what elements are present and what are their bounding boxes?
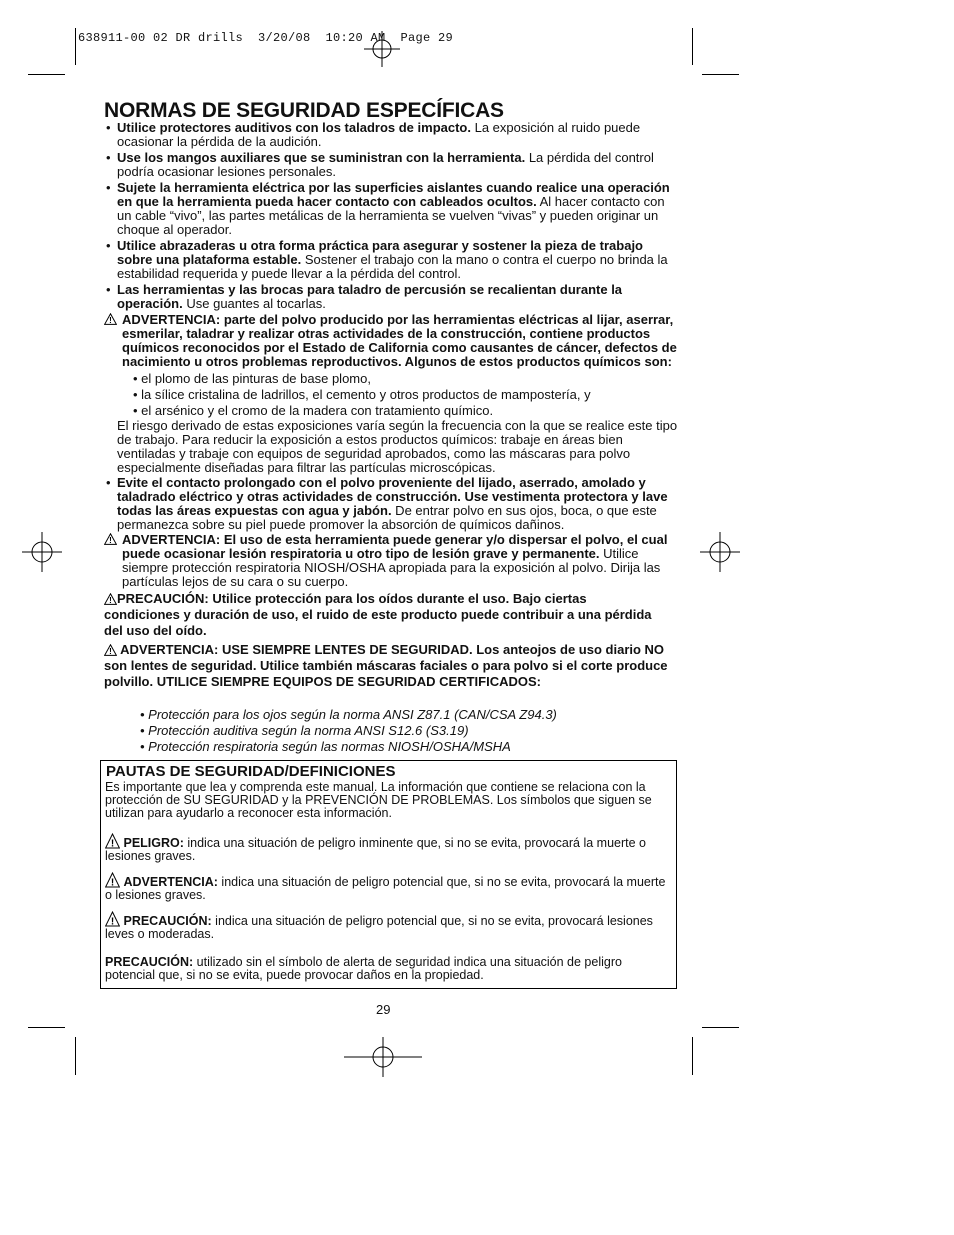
list-item: • Utilice abrazaderas u otra forma práctica para asegurar y sostener la pieza de trabajo sobre una plataforma estable. Sostener el trabajo con la mano o contra el cuerpo no brinda la estabilidad requerida y puede llevar a la pérdida del control.	[106, 238, 668, 281]
warning-triangle-icon	[105, 911, 120, 927]
list-item: • el plomo de las pinturas de base plomo,	[133, 371, 371, 386]
chemicals-list	[104, 372, 678, 418]
crop-mark	[75, 1037, 76, 1075]
list-item: • Utilice protectores auditivos con los taladros de impacto. La exposición al ruido puede ocasionar la pérdida de la audición.	[106, 120, 641, 149]
warning-triangle-icon	[104, 644, 117, 656]
svg-text:!: !	[110, 838, 115, 849]
warning-triangle-icon	[104, 593, 117, 605]
standards-list	[104, 707, 664, 755]
svg-text:!: !	[109, 647, 112, 656]
registration-mark-icon	[344, 1037, 422, 1077]
registration-mark-icon	[700, 532, 740, 572]
definitions-heading: PAUTAS DE SEGURIDAD/DEFINICIONES	[106, 763, 396, 780]
svg-text:!: !	[110, 877, 115, 888]
crop-mark	[75, 28, 76, 65]
list-item: • Use los mangos auxiliares que se suministran con la herramienta. La pérdida del control podría ocasionar lesiones personales.	[106, 150, 654, 179]
page-title: NORMAS DE SEGURIDAD ESPECÍFICAS	[104, 99, 504, 122]
definition-warning: ! ADVERTENCIA: indica una situación de peligro potencial que, si no se evita, provocará la muerte o lesiones graves.	[105, 872, 675, 902]
svg-text:!: !	[110, 916, 115, 927]
list-item: • Las herramientas y las brocas para taladro de percusión se recalientan durante la operación. Use guantes al tocarlas.	[106, 282, 623, 311]
definition-property-caution: PRECAUCIÓN: utilizado sin el símbolo de alerta de seguridad indica una situación de peligro potencial que, si no se evita, puede provocar daños en la propiedad.	[105, 955, 622, 982]
registration-mark-icon	[22, 532, 62, 572]
print-slug: 638911-00 02 DR drills 3/20/08 10:20 AM Page 29	[78, 31, 454, 45]
crop-mark	[28, 1027, 65, 1028]
page-number: 29	[376, 1002, 391, 1017]
definitions-intro: Es importante que lea y comprenda este manual. La información que contiene se relaciona con la protección de SU SEGURIDAD y la PREVENCIÓN DE PROBLEMAS. Los símbolos que siguen se utilizan para ayudarlo a reconocer esta información.	[105, 780, 652, 820]
list-item: • Sujete la herramienta eléctrica por las superficies aislantes cuando realice una operación en que la herramienta pueda hacer contacto con cableados ocultos. Al hacer contacto con un cable “vivo”, las partes metálicas de la herramienta se vuelven “vivas” y pueden originar un choque al operador.	[106, 180, 670, 237]
svg-text:!: !	[109, 536, 112, 545]
crop-mark	[692, 1037, 693, 1075]
warning-dust: ! ADVERTENCIA: El uso de esta herramienta puede generar y/o dispersar el polvo, el cual puede ocasionar lesión respiratoria u otro tipo de lesión grave y permanente. Utilice siempre protección respiratoria NIOSH/OSHA apropiada para la exposición al polvo. Dirija las partículas lejos de su cara o su cuerpo.	[104, 533, 678, 589]
crop-mark	[28, 74, 65, 75]
warning-triangle-icon	[105, 872, 120, 888]
safety-rules-list	[104, 121, 678, 589]
list-item: • Protección para los ojos según la norma ANSI Z87.1 (CAN/CSA Z94.3)	[140, 707, 557, 722]
list-item: • Protección respiratoria según las normas NIOSH/OSHA/MSHA	[140, 739, 511, 754]
warning-safety-glasses: ! ADVERTENCIA: USE SIEMPRE LENTES DE SEGURIDAD. Los anteojos de uso diario NO son lentes de seguridad. Utilice también máscaras faciales o para polvo si el corte produce polvillo. UTILICE SIEMPRE EQUIPOS DE SEGURIDAD CERTIFICADOS:	[104, 642, 668, 689]
definition-caution: ! PRECAUCIÓN: indica una situación de peligro potencial que, si no se evita, provocará lesiones leves o moderadas.	[105, 911, 675, 941]
exposure-paragraph: El riesgo derivado de estas exposiciones varía según la frecuencia con la que se realice este tipo de trabajo. Para reducir la exposición a estos productos químicos: trabaje en áreas bien ventiladas y trabaje con equipos de seguridad aprobados, como las máscaras para polvo especialmente diseñadas para filtrar las partículas microscópicas.	[117, 418, 678, 475]
svg-text:!: !	[109, 596, 112, 605]
definition-danger: ! PELIGRO: indica una situación de peligro inminente que, si no se evita, provocará la muerte o lesiones graves.	[105, 833, 675, 863]
list-item: • Protección auditiva según la norma ANSI S12.6 (S3.19)	[140, 723, 469, 738]
svg-text:!: !	[109, 316, 112, 325]
warning-triangle-icon	[104, 533, 117, 545]
crop-mark	[702, 1027, 739, 1028]
list-item: • la sílice cristalina de ladrillos, el cemento y otros productos de mampostería, y	[133, 387, 591, 402]
list-item: • el arsénico y el cromo de la madera con tratamiento químico.	[133, 403, 494, 418]
caution-hearing: ! PRECAUCIÓN: Utilice protección para los oídos durante el uso. Bajo ciertas condiciones y duración de uso, el ruido de este producto puede contribuir a una pérdida del uso del oído.	[104, 591, 652, 638]
crop-mark	[692, 28, 693, 65]
list-item: • Evite el contacto prolongado con el polvo proveniente del lijado, aserrado, amolado y taladrado eléctrico y otras actividades de construcción. Use vestimenta protectora y lave todas las áreas expuestas con agua y jabón. De entrar polvo en sus ojos, boca, o que este permanezca sobre su piel puede promover la absorción de químicos dañinos.	[106, 475, 668, 532]
warning-triangle-icon	[104, 313, 117, 325]
definitions-box	[100, 760, 677, 989]
warning-triangle-icon	[105, 833, 120, 849]
crop-mark	[702, 74, 739, 75]
warning-california: ! ADVERTENCIA: parte del polvo producido por las herramientas eléctricas al lijar, aserrar, esmerilar, taladrar y realizar otras actividades de la construcción, contiene productos químicos reconocidos por el Estado de California como causantes de cáncer, defectos de nacimiento u otros problemas reproductivos. Algunos de estos productos químicos son:	[104, 313, 678, 369]
